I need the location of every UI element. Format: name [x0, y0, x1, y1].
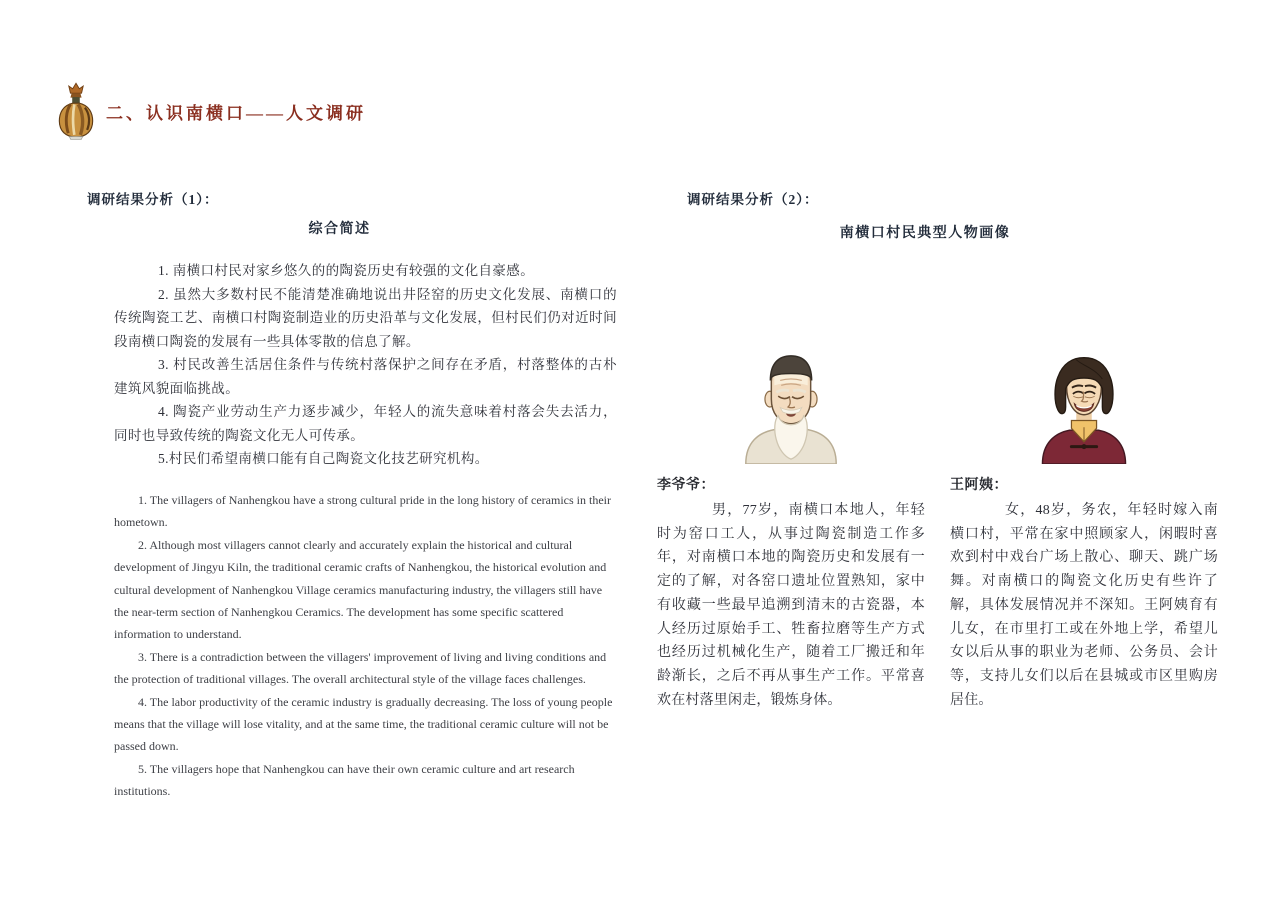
page-header [56, 82, 366, 140]
elderly-man-icon [732, 348, 850, 464]
cn-point: 1. 南横口村民对家乡悠久的的陶瓷历史有较强的文化自豪感。 [158, 263, 535, 278]
summary-points-cn [114, 259, 617, 471]
en-point: 2. Although most villagers cannot clearly and accurately explain the historical and cultural development of Jingyu Kiln, the traditional ceramic crafts of Nanhengkou, the historical evolution and cultural development of Nanhengkou Village ceramics manufacturing industry, the villagers still have the near-term section of Nanhengkou Ceramics. The development has some specific scattered information to understand. [114, 537, 607, 642]
en-point: 5. The villagers hope that Nanhengkou can have their own ceramic culture and art research institutions. [114, 761, 575, 799]
person-card-aunt-wang [950, 348, 1218, 712]
en-point: 3. There is a contradiction between the villagers' improvement of living and living conditions and the protection of traditional villages. The overall architectural style of the village faces challenges. [114, 649, 607, 687]
cn-point: 4. 陶瓷产业劳动生产力逐步减少，年轻人的流失意味着村落会失去活力，同时也导致传统的陶瓷文化无人可传承。 [114, 404, 617, 443]
typical-villagers [657, 348, 1218, 712]
person-card-grandpa-li [657, 348, 925, 712]
cn-point: 3. 村民改善生活居住条件与传统村落保护之间存在矛盾，村落整体的古朴建筑风貌面临挑战。 [114, 357, 617, 396]
en-point: 4. The labor productivity of the ceramic industry is gradually decreasing. The loss of young people means that the village will lose vitality, and at the same time, the traditional ceramic culture will not be passed down. [114, 694, 613, 754]
page-title: 二、认识南横口——人文调研 [106, 103, 366, 123]
right-section-subtitle: 南横口村民典型人物画像 [839, 226, 1011, 241]
right-section-label: 调研结果分析（2）： [687, 192, 819, 207]
person-description: 男，77岁，南横口本地人，年轻时为窑口工人，从事过陶瓷制造工作多年，对南横口本地的陶瓷历史和发展有一定的了解，对各窑口遗址位置熟知，家中有收藏一些最早追溯到清末的古瓷器，本人经历过原始手工、牲畜拉磨等生产方式也经历过机械化生产，随着工厂搬迁和年龄渐长，之后不再从事生产工作。平常喜欢在村落里闲走，锻炼身体。 [657, 503, 925, 708]
summary-points-en [114, 489, 619, 803]
middle-aged-woman-portrait [950, 348, 1218, 464]
ceramic-vase-icon [56, 82, 96, 140]
person-name: 李爷爷： [657, 478, 715, 493]
middle-aged-woman-icon [1026, 350, 1142, 464]
person-name: 王阿姨： [950, 478, 1008, 493]
cn-point: 2. 虽然大多数村民不能清楚准确地说出井陉窑的历史文化发展、南横口的传统陶瓷工艺、南横口村陶瓷制造业的历史沿革与文化发展，但村民们仍对近时间段南横口陶瓷的发展有一些具体零散的信息了解。 [114, 286, 617, 349]
person-description: 女，48岁，务农，年轻时嫁入南横口村，平常在家中照顾家人，闲暇时喜欢到村中戏台广场上散心、聊天、跳广场舞。对南横口的陶瓷文化历史有些许了解，具体发展情况并不深知。王阿姨育有儿女，在市里打工或在外地上学，希望儿女以后从事的职业为老师、公务员、会计等，支持儿女们以后在县城或市区里购房居住。 [950, 503, 1218, 708]
cn-point: 5.村民们希望南横口能有自己陶瓷文化技艺研究机构。 [158, 451, 489, 466]
left-section-label: 调研结果分析（1）： [87, 192, 219, 207]
en-point: 1. The villagers of Nanhengkou have a strong cultural pride in the long history of ceramics in their hometown. [114, 493, 611, 530]
left-section-subtitle: 综合简述 [308, 222, 371, 237]
elderly-man-portrait [657, 348, 925, 464]
